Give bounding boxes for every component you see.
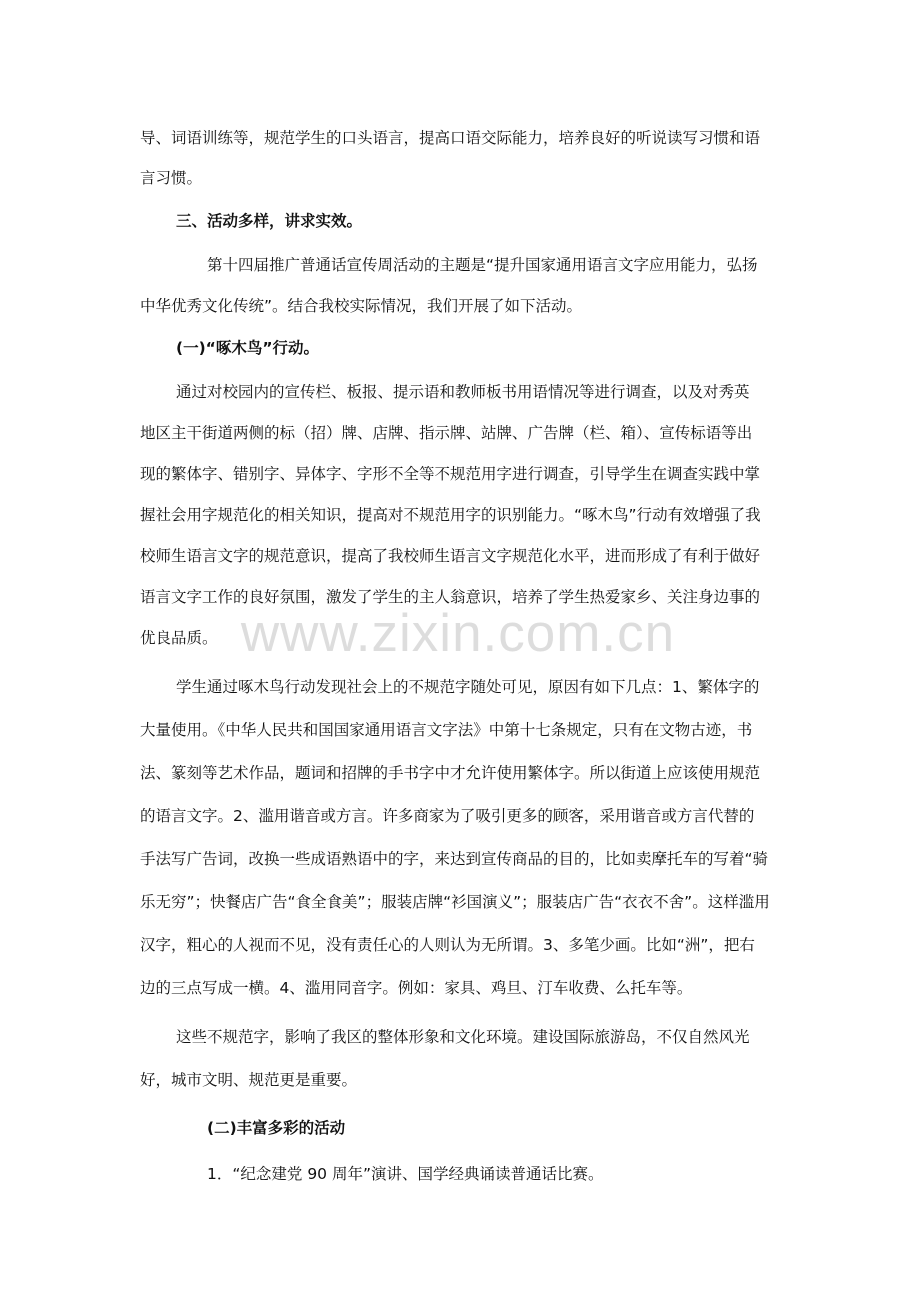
list-item: 1．“纪念建党 90 周年”演讲、国学经典诵读普通话比赛。 [207, 1165, 604, 1183]
paragraph-line: 语言文字工作的良好氛围，激发了学生的主人翁意识，培养了学生热爱家乡、关注身边事的 [140, 588, 761, 606]
paragraph-line: 乐无穷”；快餐店广告“食全食美”；服装店牌“衫国演义”；服装店广告“衣衣不舍”。这样滥用 [140, 893, 770, 911]
paragraph-line: 中华优秀文化传统”。结合我校实际情况，我们开展了如下活动。 [140, 297, 583, 315]
paragraph-line: 校师生语言文字的规范意识，提高了我校师生语言文字规范化水平，进而形成了有利于做好 [140, 547, 761, 565]
paragraph-line: 大量使用。《中华人民共和国国家通用语言文字法》中第十七条规定，只有在文物古迹，书 [140, 721, 753, 739]
watermark: www.zixin.com.cn [240, 604, 676, 663]
paragraph-line: 优良品质。 [140, 629, 218, 647]
paragraph-line: 现的繁体字、错别字、异体字、字形不全等不规范用字进行调查，引导学生在调查实践中掌 [140, 465, 761, 483]
paragraph-line: 握社会用字规范化的相关知识，提高对不规范用字的识别能力。“啄木鸟”行动有效增强了我 [140, 506, 761, 524]
paragraph-line: 的语言文字。2、滥用谐音或方言。许多商家为了吸引更多的顾客，采用谐音或方言代替的 [140, 807, 755, 825]
subsection-heading: (二)丰富多彩的活动 [207, 1119, 346, 1137]
paragraph-line: 通过对校园内的宣传栏、板报、提示语和教师板书用语情况等进行调查，以及对秀英 [176, 383, 750, 401]
subsection-heading: (一)“啄木鸟”行动。 [176, 339, 320, 357]
paragraph-line: 地区主干街道两侧的标（招）牌、店牌、指示牌、站牌、广告牌（栏、箱）、宣传标语等出 [140, 424, 753, 442]
paragraph-line: 学生通过啄木鸟行动发现社会上的不规范字随处可见，原因有如下几点：1、繁体字的 [176, 678, 760, 696]
paragraph-line: 法、篆刻等艺术作品，题词和招牌的手书字中才允许使用繁体字。所以街道上应该使用规范 [140, 764, 761, 782]
paragraph-line: 好，城市文明、规范更是重要。 [140, 1071, 358, 1089]
paragraph-line: 边的三点写成一横。4、滥用同音字。例如：家具、鸡旦、汀车收费、么托车等。 [140, 979, 693, 997]
paragraph-line: 第十四届推广普通话宣传周活动的主题是“提升国家通用语言文字应用能力，弘扬 [207, 256, 758, 274]
paragraph-line: 这些不规范字，影响了我区的整体形象和文化环境。建设国际旅游岛，不仅自然风光 [176, 1028, 750, 1046]
paragraph-line: 导、词语训练等，规范学生的口头语言，提高口语交际能力，培养良好的听说读写习惯和语 [140, 129, 761, 147]
paragraph-line: 言习惯。 [140, 169, 203, 187]
paragraph-line: 汉字，粗心的人视而不见，没有责任心的人则认为无所谓。3、多笔少画。比如“洲”，把右 [140, 936, 755, 954]
paragraph-line: 手法写广告词，改换一些成语熟语中的字，来达到宣传商品的目的，比如卖摩托车的写着“骑 [140, 850, 769, 868]
section-heading: 三、活动多样，讲求实效。 [176, 212, 363, 230]
